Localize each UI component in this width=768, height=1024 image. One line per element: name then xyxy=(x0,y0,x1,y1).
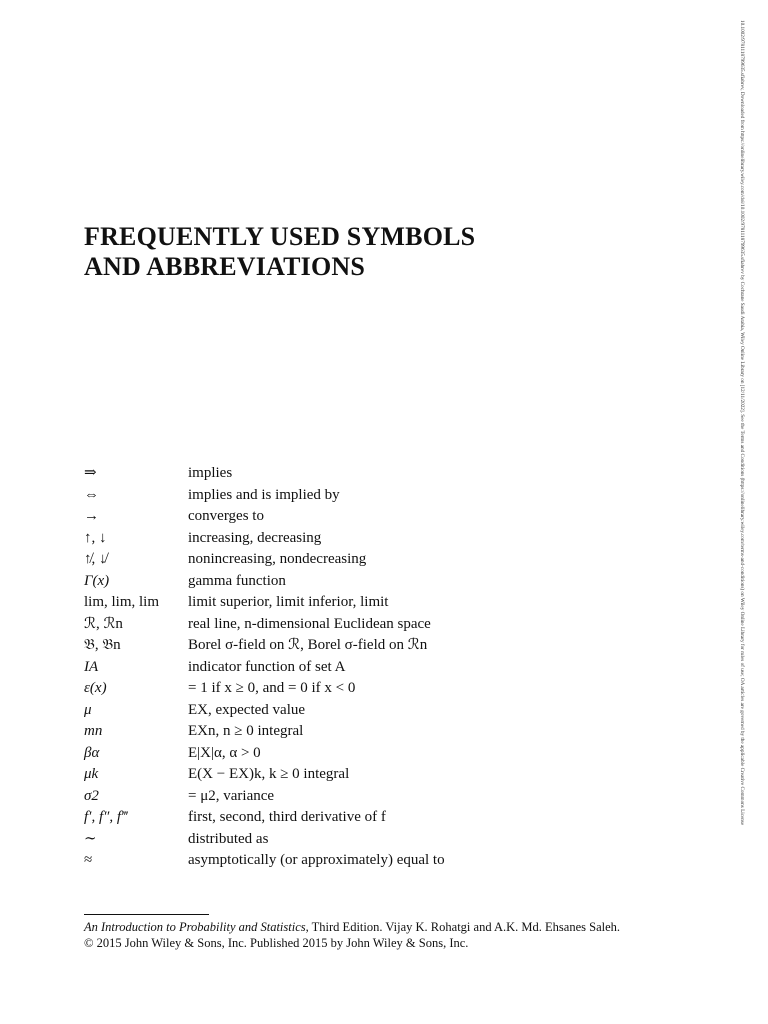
symbol: ↑̸, ↓̸ xyxy=(84,551,107,567)
symbol: ∼ xyxy=(84,830,97,847)
footnote xyxy=(84,919,724,951)
symbol-description: real line, n-dimensional Euclidean space xyxy=(188,615,431,632)
download-notice-text: 10.1002/9781118799635.sfiabrev, Downloaded from https://onlinelibrary.wiley.com/doi/10.1002/9781118799635.sfiabrev by Cochrane Saudi Arabia, Wiley Online Library on [12/11/2022]. See the Terms and Conditions (https://onlinelibrary.wiley.com/terms-and-conditions) on Wiley Online Library for rules of use; OA articles are governed by the applicable Creative Commons License xyxy=(739,20,745,826)
symbol: mn xyxy=(84,723,103,739)
symbol-row xyxy=(84,764,644,786)
symbol-description: E(X − EX)k, k ≥ 0 integral xyxy=(188,766,350,782)
download-notice-sidebar xyxy=(738,20,750,1005)
title-line-2: AND ABBREVIATIONS xyxy=(84,252,366,281)
symbol: σ2 xyxy=(84,787,99,804)
title-line-1: FREQUENTLY USED SYMBOLS xyxy=(84,222,476,251)
citation-text: , Third Edition. Vijay K. Rohatgi and A.K. Md. Ehsanes Saleh. xyxy=(305,920,621,934)
symbol-row xyxy=(84,571,644,593)
symbol-row xyxy=(84,721,644,743)
symbol: ⇒ xyxy=(84,465,97,481)
symbol-row xyxy=(84,528,644,550)
symbol-row xyxy=(84,700,644,722)
symbol-row xyxy=(84,463,644,485)
symbol-description: EX, expected value xyxy=(188,701,306,718)
symbol-row xyxy=(84,743,644,765)
symbol-row xyxy=(84,485,644,507)
book-title: An Introduction to Probability and Statistics xyxy=(84,920,306,934)
copyright-line: © 2015 John Wiley & Sons, Inc. Published 2015 by John Wiley & Sons, Inc. xyxy=(84,936,469,950)
symbol-row xyxy=(84,657,644,679)
symbol-row xyxy=(84,678,644,700)
symbol-row xyxy=(84,506,644,528)
symbol-description: implies and is implied by xyxy=(188,486,340,503)
symbol: μ xyxy=(84,701,92,718)
symbol-description: implies xyxy=(188,465,233,481)
symbol-row xyxy=(84,592,644,614)
symbol-description: distributed as xyxy=(188,830,269,847)
symbol-row xyxy=(84,829,644,851)
footnote-divider xyxy=(84,914,209,915)
symbol-row xyxy=(84,807,644,829)
symbol: IA xyxy=(84,658,99,675)
symbol: → xyxy=(84,508,99,524)
symbol: βα xyxy=(84,744,100,761)
symbol: ε(x) xyxy=(84,680,107,696)
symbol-row xyxy=(84,850,644,872)
page-title xyxy=(84,222,644,282)
symbol: 𝔅, 𝔅n xyxy=(84,637,121,653)
symbol-description: gamma function xyxy=(188,572,286,589)
symbol-list xyxy=(84,463,644,872)
symbol: f′, f″, f‴ xyxy=(84,809,128,825)
symbol: lim, lim, lim xyxy=(84,594,160,610)
symbol-row xyxy=(84,549,644,571)
symbol-row xyxy=(84,635,644,657)
symbol-description: indicator function of set A xyxy=(188,658,346,675)
symbol: Γ(x) xyxy=(84,572,110,589)
symbol-row xyxy=(84,614,644,636)
symbol-description: Borel σ-field on ℛ, Borel σ-field on ℛn xyxy=(188,637,428,653)
symbol-row xyxy=(84,786,644,808)
symbol-description: limit superior, limit inferior, limit xyxy=(188,594,389,610)
symbol-description: increasing, decreasing xyxy=(188,529,322,546)
footnote-citation-line xyxy=(84,919,724,935)
symbol-description: E|X|α, α > 0 xyxy=(188,744,261,761)
symbol-description: asymptotically (or approximately) equal to xyxy=(188,852,445,868)
symbol: ℛ, ℛn xyxy=(84,615,123,632)
symbol: ≈ xyxy=(84,852,93,868)
symbol-description: = 1 if x ≥ 0, and = 0 if x < 0 xyxy=(188,680,356,696)
symbol: ↑, ↓ xyxy=(84,529,107,546)
symbol-description: EXn, n ≥ 0 integral xyxy=(188,723,304,739)
symbol-description: nonincreasing, nondecreasing xyxy=(188,551,367,567)
symbol-description: = μ2, variance xyxy=(188,787,275,804)
symbol-description: first, second, third derivative of f xyxy=(188,809,386,825)
symbol: ⇔ xyxy=(84,486,99,503)
symbol: μk xyxy=(84,766,99,782)
symbol-description: converges to xyxy=(188,508,264,524)
